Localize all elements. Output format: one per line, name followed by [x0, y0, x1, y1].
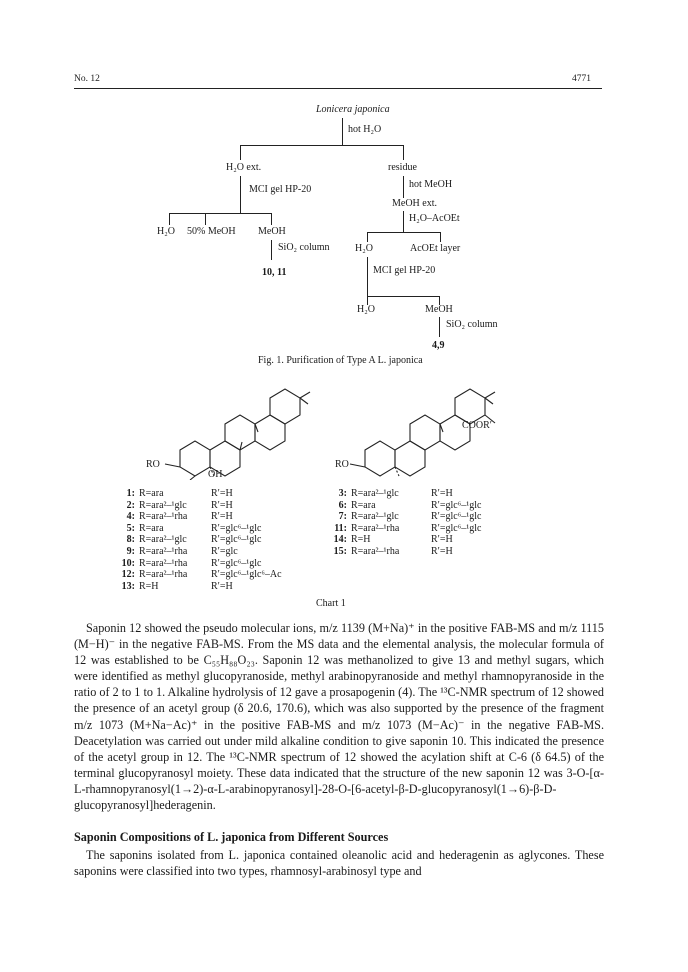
compound-table-left: [114, 488, 301, 592]
flow-product-10-11: 10, 11: [262, 267, 287, 278]
flow-step-hot-water: hot H₂O: [348, 124, 382, 135]
compound-row: 9: R=ara²–¹rha R′=glc: [126, 545, 238, 557]
compound-row: 7: R=ara²–¹glc R′=glc⁶–¹glc: [338, 511, 482, 523]
flow-partition: H₂O–AcOEt: [409, 213, 460, 224]
flow-sio2-a: SiO₂ column: [278, 242, 330, 253]
flow-h2o-a: H₂O: [157, 226, 175, 237]
compound-row: 8: R=ara²–¹glc R′=glc⁶–¹glc: [126, 534, 262, 546]
running-header-issue: No. 12: [74, 74, 100, 84]
right-ro-label: RO: [335, 459, 349, 470]
compound-row: 14: R=H R′=H: [333, 534, 453, 546]
compound-row: 5: R=ara R′=glc⁶–¹glc: [126, 522, 262, 534]
compound-row: 4: R=ara²–¹rha R′=H: [126, 511, 233, 523]
right-coor-label: COOR′: [462, 420, 492, 431]
compound-row: 11: R=ara²–¹rha R′=glc⁶–¹glc: [334, 522, 482, 534]
compound-row: 1: R=ara R′=H: [126, 488, 233, 499]
body-paragraph-2: The saponins isolated from L. japonica contained oleanolic acid and hederagenin as aglycones. These saponins were classified into two types, rhamnosyl-arabinosyl type and: [74, 848, 604, 879]
flow-meoh-c: MeOH: [425, 304, 453, 315]
compound-row: 15: R=ara²–¹rha R′=H: [333, 545, 453, 557]
flow-h2o-c: H₂O: [357, 304, 375, 315]
flow-h2o-ext: H₂O ext.: [226, 162, 262, 173]
flow-mci-gel-1: MCI gel HP-20: [249, 184, 312, 195]
flow-meoh-ext: MeOH ext.: [392, 198, 437, 209]
flow-meoh-50: 50% MeOH: [187, 226, 236, 237]
oleanane-structure-right: [335, 380, 535, 480]
section-heading: Saponin Compositions of L. japonica from Different Sources: [74, 830, 389, 844]
flow-acoet-layer: AcOEt layer: [410, 243, 461, 254]
flow-product-4-9: 4,9: [432, 340, 445, 351]
compound-row: 12: R=ara²–¹rha R′=glc⁶–¹glc⁶–Ac: [121, 569, 282, 581]
flow-h2o-b: H₂O: [355, 243, 373, 254]
left-oh-label: OH: [208, 469, 223, 480]
flow-residue: residue: [388, 162, 417, 173]
oleanane-structure-left: [150, 380, 350, 480]
flow-hot-meoh: hot MeOH: [409, 179, 453, 190]
compound-table-right: [326, 488, 521, 558]
compound-row: 3: R=ara²–¹glc R′=H: [338, 488, 453, 499]
compound-row: 13: R=H R′=H: [121, 580, 233, 592]
header-rule: [74, 88, 602, 89]
compound-row: 2: R=ara²–¹glc R′=H: [126, 499, 233, 511]
flow-mci-gel-2: MCI gel HP-20: [373, 265, 436, 276]
body-paragraph-1: Saponin 12 showed the pseudo molecular ions, m/z 1139 (M+Na)⁺ in the positive FAB-MS and m/z 1115 (M−H)⁻ in the negative FAB-MS. From the MS data and the elemental analysis, the molecular formula of 12 was established to be C₅₅H₈₈O₂₃. Saponin 12 was methanolized to give 13 and methyl sugars, which were identified as methyl glucopyranoside, methyl arabinopyranoside and methyl rhamnopyranoside in the ratio of 2 to 1 to 1. Alkaline hydrolysis of 12 gave a prosapogenin (4). The ¹³C-NMR spectrum of 12 showed the presence of an acetyl group (δ 20.6, 170.6), which was also supported by the presence of the fragment m/z 1073 (M+Na−Ac)⁺ in the positive FAB-MS and m/z 1073 (M−Ac)⁻ in the negative FAB-MS. Deacetylation was carried out under mild alkaline condition to give saponin 10. This indicated the presence of the acetyl group in 12. The ¹³C-NMR spectrum of 12 showed the acylation shift at C-6 (δ 64.5) of the terminal glucopyranosyl moiety. These data indicated that the structure of the new saponin 12 was 3-O-[α-L-rhamnopyranosyl(1→2)-α-L-arabinopyranosyl]-28-O-[6-acetyl-β-D-glucopyranosyl(1→6)-β-D-glucopyranosyl]hederagenin.: [74, 621, 604, 813]
page-number: 4771: [572, 74, 591, 84]
compound-row: 10: R=ara²–¹rha R′=glc⁶–¹glc: [121, 557, 262, 569]
flow-sio2-c: SiO₂ column: [446, 319, 498, 330]
left-ro-label: RO: [146, 459, 160, 470]
compound-row: 6: R=ara R′=glc⁶–¹glc: [338, 499, 482, 511]
flow-meoh-a: MeOH: [258, 226, 286, 237]
figure-caption: Fig. 1. Purification of Type A L. japonica: [258, 355, 423, 366]
flow-root: Lonicera japonica: [316, 104, 390, 115]
chart-caption: Chart 1: [316, 598, 346, 609]
